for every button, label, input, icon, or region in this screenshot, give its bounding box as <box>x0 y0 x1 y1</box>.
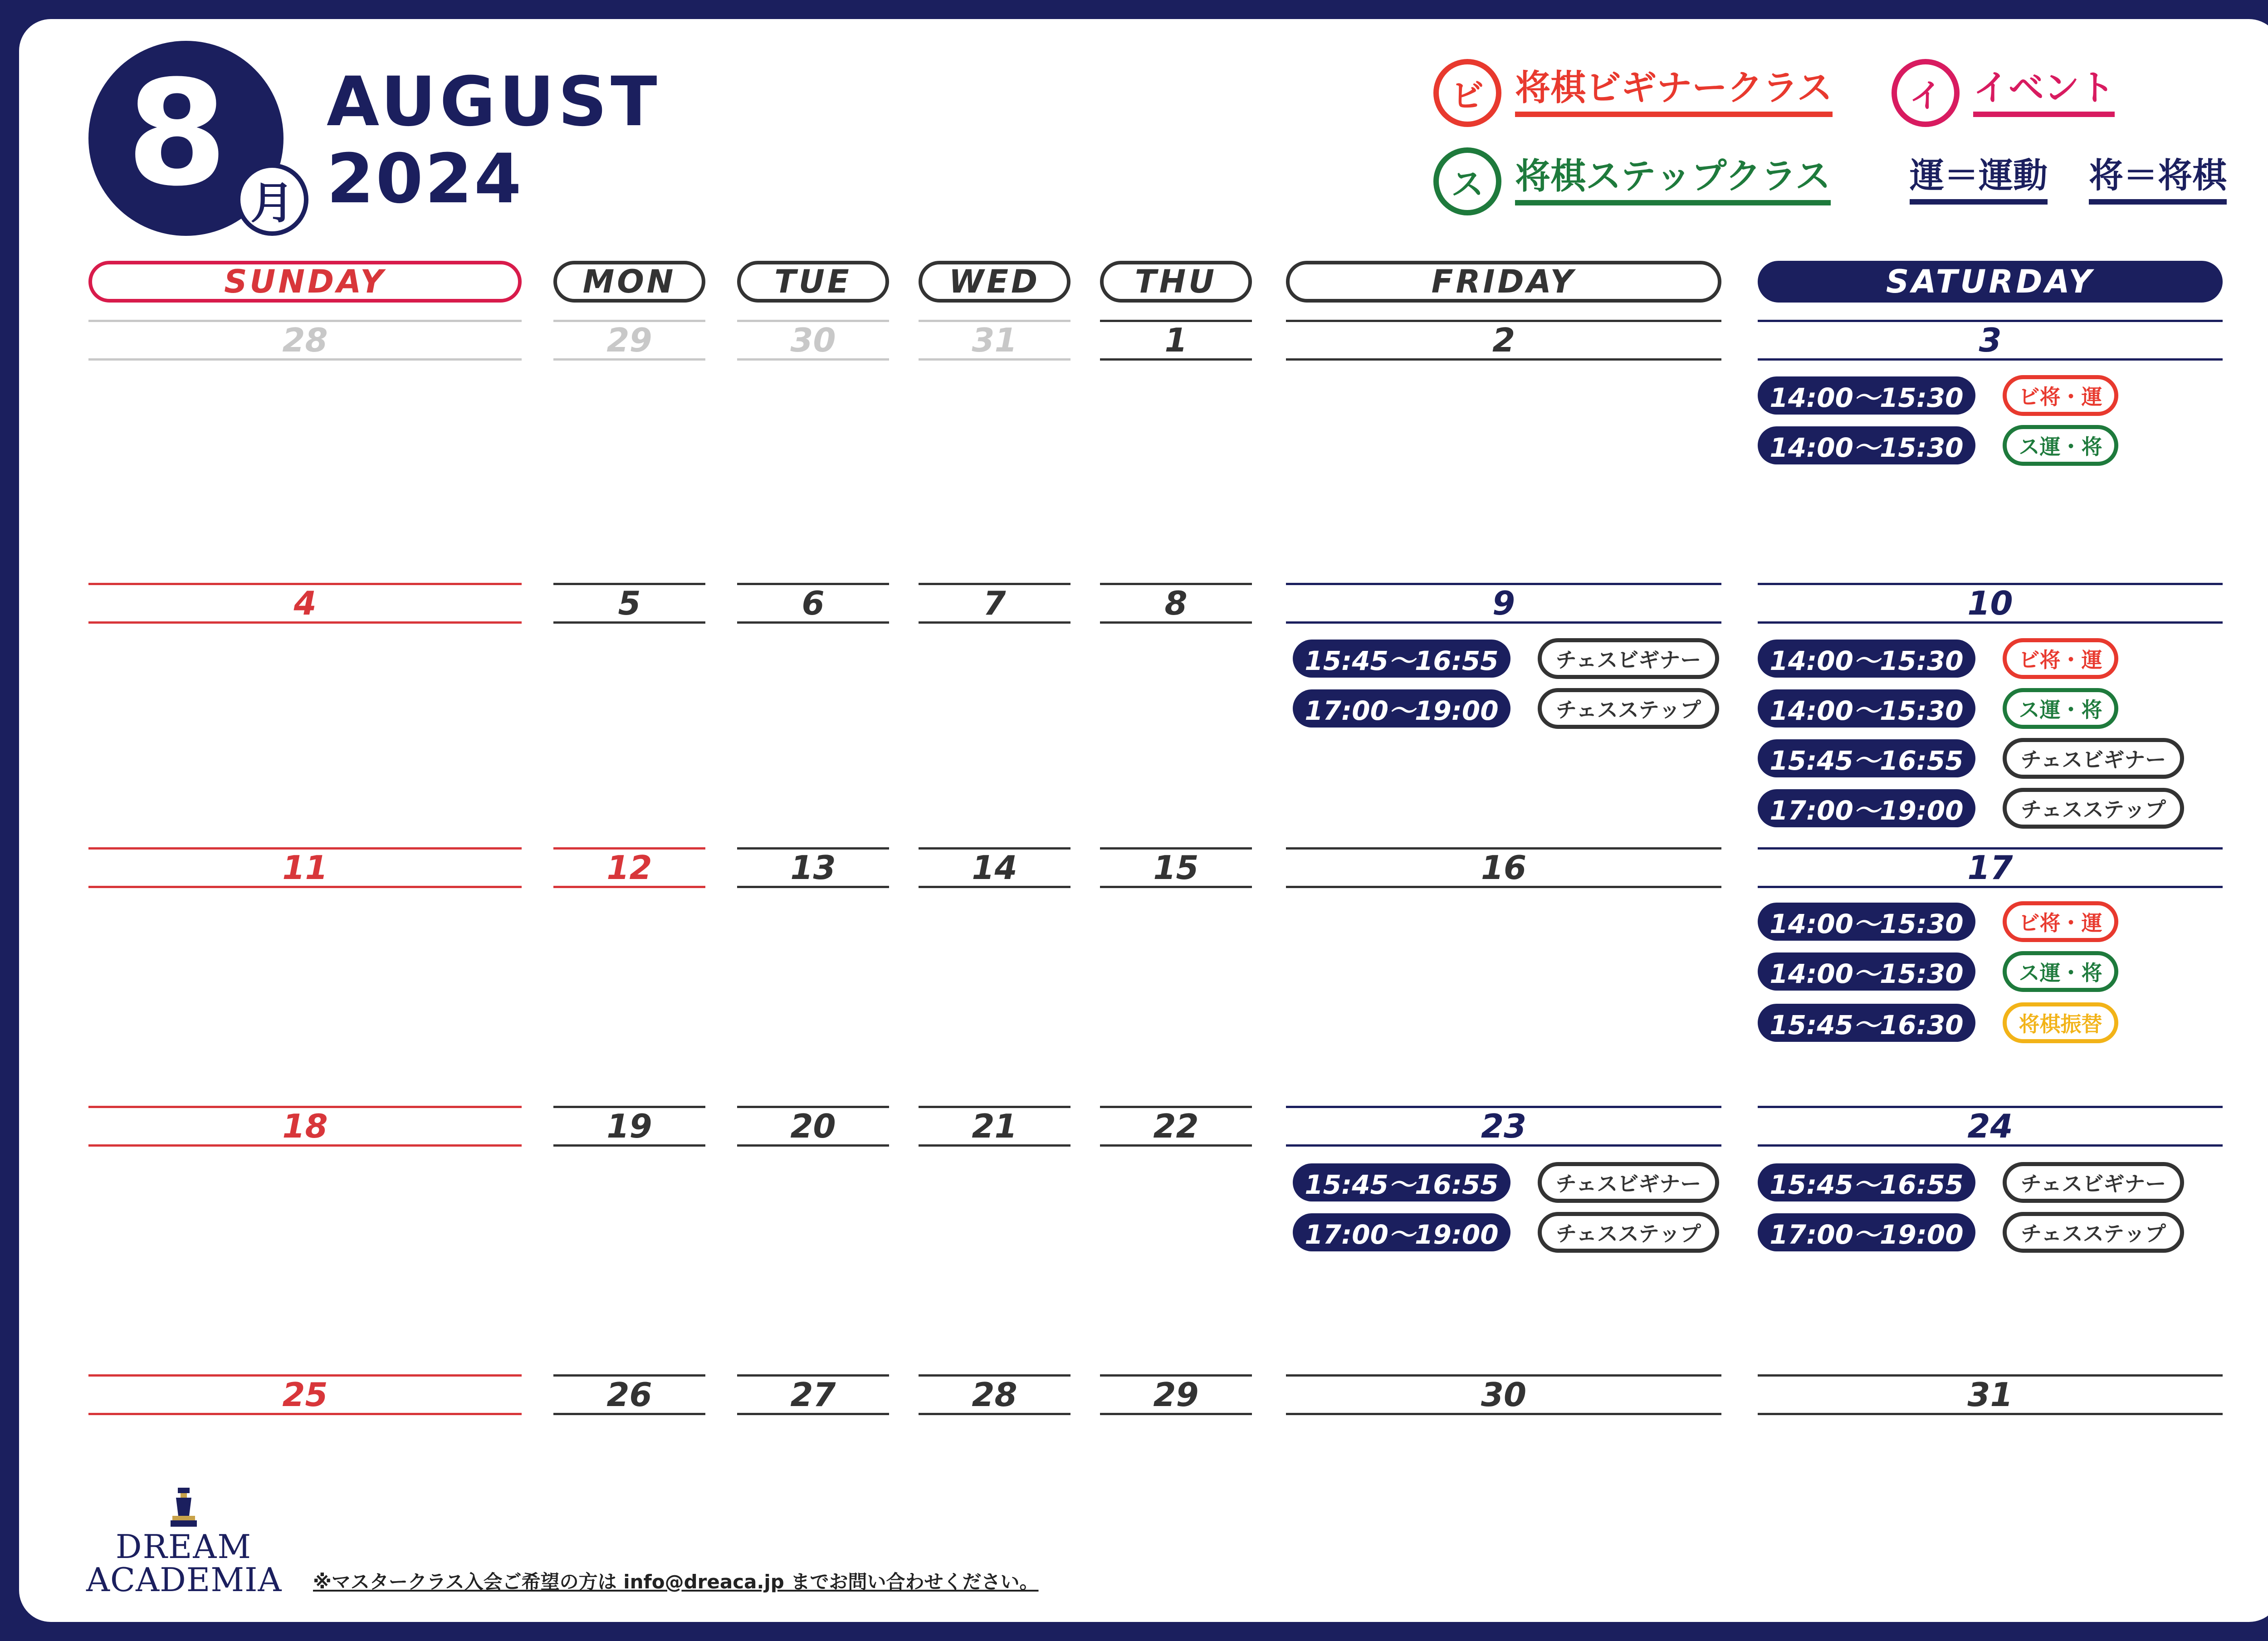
step-symbol-icon: ス <box>1433 147 1501 215</box>
date-cell[interactable]: 5 <box>553 583 705 624</box>
date-cell[interactable]: 13 <box>737 847 889 888</box>
legend-event-label: イベント <box>1973 69 2115 117</box>
date-cell[interactable]: 30 <box>737 320 889 361</box>
day-header-friday: FRIDAY <box>1286 261 1721 303</box>
event-tag[interactable]: チェスビギナー <box>2003 738 2184 779</box>
event-tag[interactable]: チェスステップ <box>1538 1212 1719 1253</box>
event-time[interactable]: 17:00〜19:00 <box>1758 1213 1975 1251</box>
month-name: AUGUST <box>327 63 661 142</box>
date-cell[interactable]: 29 <box>1100 1374 1252 1415</box>
event-time[interactable]: 15:45〜16:55 <box>1758 1163 1975 1201</box>
date-cell[interactable]: 28 <box>919 1374 1070 1415</box>
day-header-wednesday: WED <box>919 261 1070 303</box>
event-time[interactable]: 15:45〜16:30 <box>1758 1004 1975 1042</box>
chess-piece-icon <box>168 1488 200 1529</box>
dream-academia-logo <box>86 1488 282 1599</box>
date-cell[interactable]: 8 <box>1100 583 1252 624</box>
date-cell[interactable]: 6 <box>737 583 889 624</box>
logo-line1: DREAM <box>115 1528 252 1566</box>
event-time[interactable]: 15:45〜16:55 <box>1293 1163 1510 1201</box>
event-time[interactable]: 14:00〜15:30 <box>1758 426 1975 464</box>
date-cell[interactable]: 3 <box>1758 320 2223 361</box>
event-symbol-icon: イ <box>1892 59 1960 127</box>
legend-abbr-undo: 運＝運動 <box>1910 156 2048 205</box>
date-cell[interactable]: 2 <box>1286 320 1721 361</box>
beginner-symbol-icon: ビ <box>1433 59 1501 127</box>
event-tag[interactable]: チェスビギナー <box>2003 1162 2184 1203</box>
day-header-sunday: SUNDAY <box>88 261 522 303</box>
legend-beginner <box>1433 59 1833 127</box>
date-cell[interactable]: 23 <box>1286 1106 1721 1147</box>
date-cell[interactable]: 24 <box>1758 1106 2223 1147</box>
event-tag[interactable]: ス運・将 <box>2003 951 2118 992</box>
date-cell[interactable]: 1 <box>1100 320 1252 361</box>
date-cell[interactable]: 25 <box>88 1374 522 1415</box>
date-cell[interactable]: 28 <box>88 320 522 361</box>
date-cell[interactable]: 26 <box>553 1374 705 1415</box>
date-cell[interactable]: 29 <box>553 320 705 361</box>
event-time[interactable]: 17:00〜19:00 <box>1758 789 1975 827</box>
event-time[interactable]: 14:00〜15:30 <box>1758 640 1975 678</box>
logo-line2: ACADEMIA <box>86 1561 282 1599</box>
event-time[interactable]: 17:00〜19:00 <box>1293 1213 1510 1251</box>
legend-abbr-shogi: 将＝将棋 <box>2089 156 2227 205</box>
date-cell[interactable]: 22 <box>1100 1106 1252 1147</box>
date-cell[interactable]: 12 <box>553 847 705 888</box>
month-number: 8 <box>126 49 228 218</box>
event-tag[interactable]: ス運・将 <box>2003 688 2118 729</box>
legend-beginner-label: 将棋ビギナークラス <box>1515 69 1833 117</box>
date-cell[interactable]: 27 <box>737 1374 889 1415</box>
event-tag[interactable]: チェスステップ <box>1538 688 1719 729</box>
date-cell[interactable]: 10 <box>1758 583 2223 624</box>
date-cell[interactable]: 19 <box>553 1106 705 1147</box>
date-cell[interactable]: 9 <box>1286 583 1721 624</box>
legend-event <box>1892 59 2115 127</box>
day-header-monday: MON <box>553 261 705 303</box>
event-tag[interactable]: 将棋振替 <box>2003 1002 2118 1043</box>
event-time[interactable]: 17:00〜19:00 <box>1293 689 1510 728</box>
event-time[interactable]: 14:00〜15:30 <box>1758 952 1975 991</box>
date-cell[interactable]: 15 <box>1100 847 1252 888</box>
date-cell[interactable]: 11 <box>88 847 522 888</box>
day-header-saturday: SATURDAY <box>1758 261 2223 303</box>
event-tag[interactable]: チェスビギナー <box>1538 1162 1719 1203</box>
date-cell[interactable]: 31 <box>1758 1374 2223 1415</box>
month-kanji: 月 <box>236 163 308 236</box>
date-cell[interactable]: 21 <box>919 1106 1070 1147</box>
event-time[interactable]: 15:45〜16:55 <box>1758 739 1975 777</box>
date-cell[interactable]: 20 <box>737 1106 889 1147</box>
date-cell[interactable]: 7 <box>919 583 1070 624</box>
year: 2024 <box>327 140 523 219</box>
legend-step-label: 将棋ステップクラス <box>1515 157 1831 205</box>
event-time[interactable]: 15:45〜16:55 <box>1293 640 1510 678</box>
event-time[interactable]: 14:00〜15:30 <box>1758 689 1975 728</box>
date-cell[interactable]: 31 <box>919 320 1070 361</box>
date-cell[interactable]: 17 <box>1758 847 2223 888</box>
footer-note: ※マスタークラス入会ご希望の方は info@dreaca.jp までお問い合わせください。 <box>313 1571 1039 1593</box>
event-tag[interactable]: チェスビギナー <box>1538 638 1719 679</box>
legend-step <box>1433 147 1831 215</box>
date-cell[interactable]: 4 <box>88 583 522 624</box>
event-tag[interactable]: チェスステップ <box>2003 788 2184 829</box>
day-header-tuesday: TUE <box>737 261 889 303</box>
event-tag[interactable]: ス運・将 <box>2003 425 2118 466</box>
day-header-thursday: THU <box>1100 261 1252 303</box>
event-tag[interactable]: ビ将・運 <box>2003 375 2118 416</box>
event-time[interactable]: 14:00〜15:30 <box>1758 903 1975 941</box>
event-time[interactable]: 14:00〜15:30 <box>1758 376 1975 415</box>
event-tag[interactable]: ビ将・運 <box>2003 638 2118 679</box>
date-cell[interactable]: 18 <box>88 1106 522 1147</box>
date-cell[interactable]: 14 <box>919 847 1070 888</box>
date-cell[interactable]: 16 <box>1286 847 1721 888</box>
event-tag[interactable]: ビ将・運 <box>2003 901 2118 942</box>
event-tag[interactable]: チェスステップ <box>2003 1212 2184 1253</box>
date-cell[interactable]: 30 <box>1286 1374 1721 1415</box>
